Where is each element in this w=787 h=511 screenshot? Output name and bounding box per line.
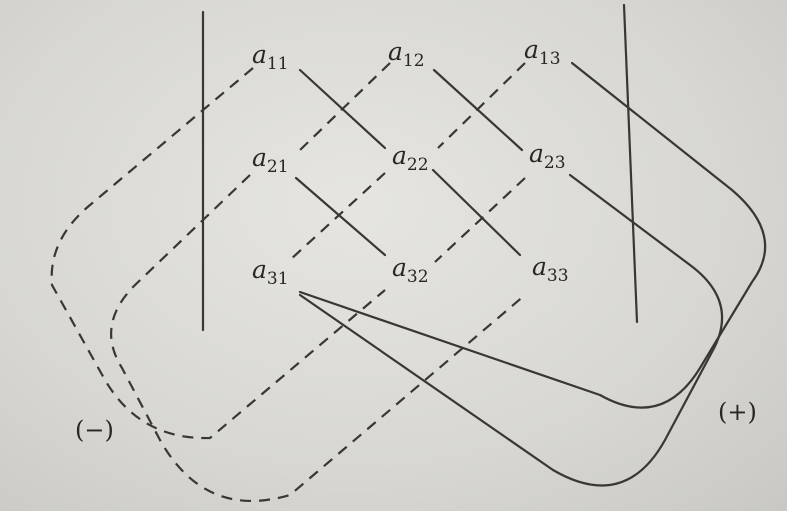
positive-main-diagonal-lower: [433, 170, 520, 255]
negative-anti-diagonal-upper: [438, 63, 525, 148]
element-a22: $a_{22}$: [392, 141, 429, 175]
positive-loop-a23-a31-a12: [300, 175, 722, 485]
element-a13: $a_{13}$: [524, 35, 561, 69]
negative-diagonal-2-upper: [300, 63, 390, 150]
positive-loop-a13-a21-a32: [300, 63, 765, 408]
element-a33: $a_{33}$: [532, 252, 569, 286]
element-a31: $a_{31}$: [252, 255, 289, 289]
element-a32: $a_{32}$: [392, 253, 429, 287]
element-a12: $a_{12}$: [388, 37, 425, 71]
element-a23: $a_{23}$: [529, 139, 566, 173]
positive-sign-label: (+): [718, 398, 757, 426]
negative-loop-a21-a12-a33: [111, 175, 525, 501]
element-a21: $a_{21}$: [252, 143, 289, 177]
negative-loop-a11-a23-a32: [52, 68, 385, 438]
element-a11: $a_{11}$: [252, 40, 289, 74]
negative-sign-label: (−): [75, 416, 114, 444]
positive-diagonals: [296, 63, 765, 485]
negative-anti-diagonal-lower: [435, 178, 525, 262]
right-determinant-bar: [624, 5, 637, 322]
